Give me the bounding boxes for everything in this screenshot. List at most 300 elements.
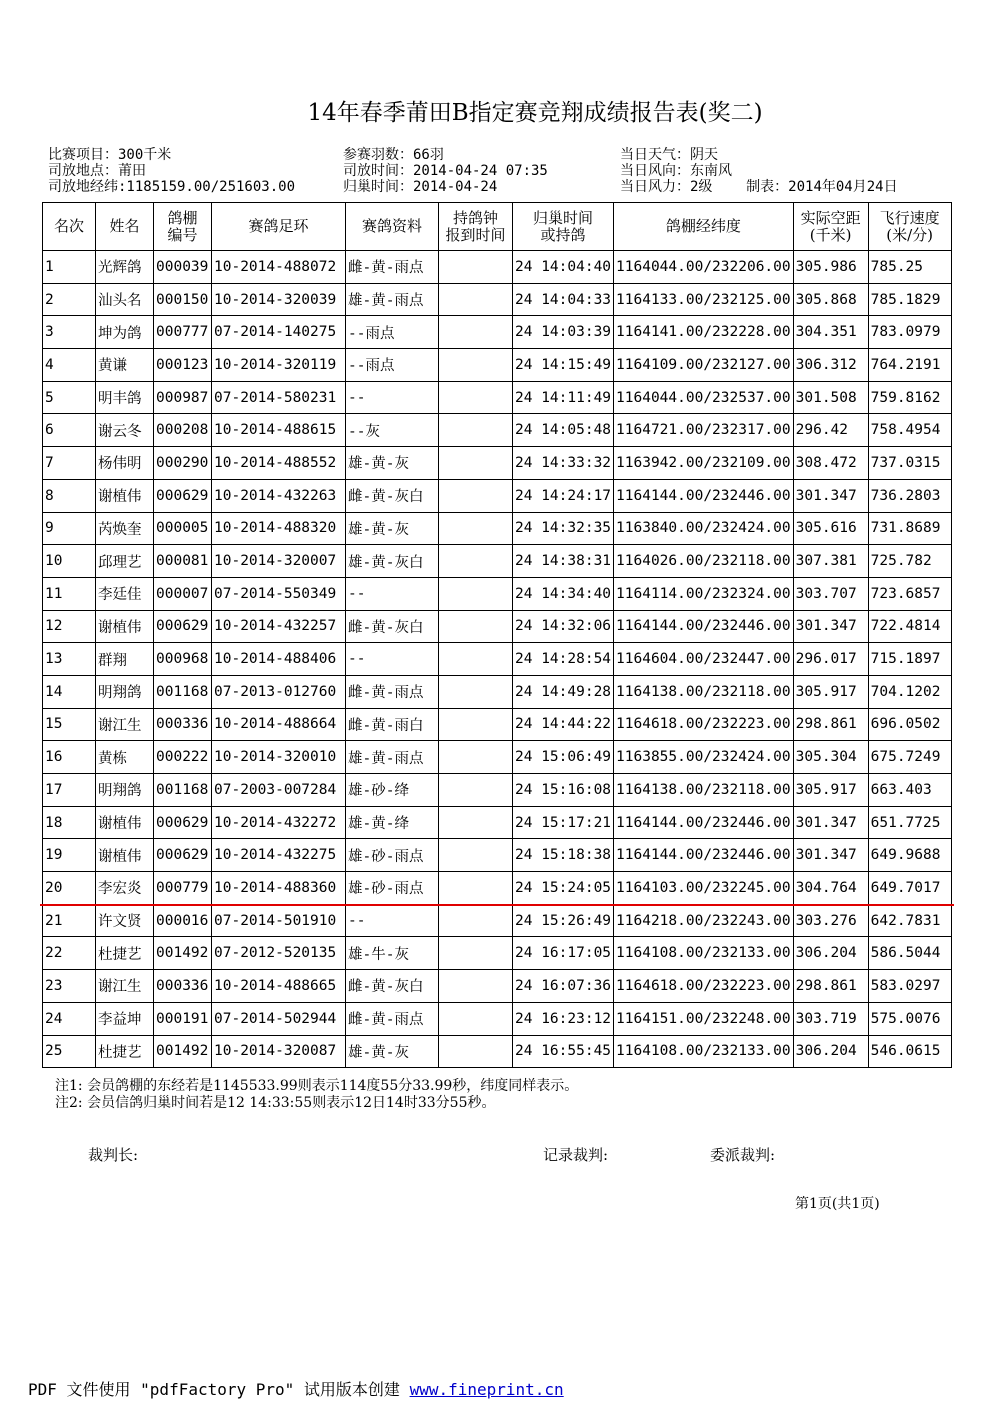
table-cell: 25 <box>43 1035 96 1068</box>
table-cell: 24 14:33:32 <box>513 447 614 480</box>
table-cell: 24 14:44:22 <box>513 708 614 741</box>
table-cell: 24 <box>43 1002 96 1035</box>
table-cell: 15 <box>43 708 96 741</box>
table-cell: 10-2014-320010 <box>212 741 346 774</box>
table-cell: 14 <box>43 675 96 708</box>
table-cell: 07-2014-501910 <box>212 904 346 937</box>
table-cell: 雌-黄-雨点 <box>346 675 439 708</box>
table-cell: 649.7017 <box>868 872 951 905</box>
table-cell: 301.347 <box>793 806 868 839</box>
table-cell: 雄-黄-雨点 <box>346 283 439 316</box>
info-weather: 当日天气：阴天 <box>620 147 718 163</box>
table-cell: 明翔鸽 <box>96 675 154 708</box>
table-cell: 24 16:17:05 <box>513 937 614 970</box>
table-cell: 07-2012-520135 <box>212 937 346 970</box>
table-cell: 21 <box>43 904 96 937</box>
table-cell: 24 15:17:21 <box>513 806 614 839</box>
table-cell: 10-2014-488615 <box>212 414 346 447</box>
table-cell: 000987 <box>154 381 212 414</box>
column-header: 名次 <box>43 203 96 251</box>
table-cell: 谢江生 <box>96 970 154 1003</box>
table-cell: 雄-黄-灰 <box>346 1035 439 1068</box>
table-row <box>43 381 952 414</box>
table-cell: 芮焕奎 <box>96 512 154 545</box>
table-cell: 谢植伟 <box>96 839 154 872</box>
table-cell: 1164108.00/232133.00 <box>614 1035 794 1068</box>
table-cell: 1164144.00/232446.00 <box>614 839 794 872</box>
table-cell: 10-2014-488360 <box>212 872 346 905</box>
table-cell: 7 <box>43 447 96 480</box>
table-cell: 10-2014-488664 <box>212 708 346 741</box>
table-cell: 11 <box>43 577 96 610</box>
table-cell: 000039 <box>154 251 212 284</box>
table-row <box>43 251 952 284</box>
table-cell: 1164144.00/232446.00 <box>614 610 794 643</box>
info-col-1 <box>48 147 295 195</box>
table-cell: 000081 <box>154 545 212 578</box>
table-cell: 李益坤 <box>96 1002 154 1035</box>
table-cell: 许文贤 <box>96 904 154 937</box>
table-cell <box>439 414 513 447</box>
table-cell: 雄-牛-灰 <box>346 937 439 970</box>
table-cell: 24 15:18:38 <box>513 839 614 872</box>
table-cell <box>439 512 513 545</box>
table-cell: 1164103.00/232245.00 <box>614 872 794 905</box>
table-cell: 谢植伟 <box>96 610 154 643</box>
table-cell: 24 16:55:45 <box>513 1035 614 1068</box>
table-cell: 10-2014-432275 <box>212 839 346 872</box>
table-cell: 000968 <box>154 643 212 676</box>
table-cell: 3 <box>43 316 96 349</box>
table-cell: 李宏炎 <box>96 872 154 905</box>
signature-delegate: 委派裁判: <box>710 1146 776 1164</box>
table-cell: 1164109.00/232127.00 <box>614 349 794 382</box>
table-cell: 303.707 <box>793 577 868 610</box>
table-cell: 10 <box>43 545 96 578</box>
table-cell <box>439 1035 513 1068</box>
table-cell: 8 <box>43 479 96 512</box>
table-cell: 19 <box>43 839 96 872</box>
footer-text: PDF 文件使用 "pdfFactory Pro" 试用版本创建 <box>28 1380 410 1399</box>
table-cell: 明翔鸽 <box>96 774 154 807</box>
table-cell: 20 <box>43 872 96 905</box>
table-cell: 715.1897 <box>868 643 951 676</box>
table-cell: 675.7249 <box>868 741 951 774</box>
table-cell: 谢江生 <box>96 708 154 741</box>
table-cell: 304.351 <box>793 316 868 349</box>
table-cell: 07-2014-140275 <box>212 316 346 349</box>
table-cell <box>439 937 513 970</box>
table-cell: 731.8689 <box>868 512 951 545</box>
table-cell: 000208 <box>154 414 212 447</box>
table-cell: 雄-砂-雨点 <box>346 872 439 905</box>
table-cell: -- <box>346 577 439 610</box>
table-cell <box>439 708 513 741</box>
table-cell: 306.204 <box>793 937 868 970</box>
table-cell: 2 <box>43 283 96 316</box>
table-cell: 07-2003-007284 <box>212 774 346 807</box>
signature-recorder: 记录裁判: <box>543 1146 609 1164</box>
table-cell: 1164138.00/232118.00 <box>614 774 794 807</box>
table-cell: 杜捷艺 <box>96 937 154 970</box>
table-cell: 雄-黄-雨点 <box>346 741 439 774</box>
table-cell: 24 15:16:08 <box>513 774 614 807</box>
table-cell: 1164218.00/232243.00 <box>614 904 794 937</box>
table-cell: 1164604.00/232447.00 <box>614 643 794 676</box>
table-cell: 07-2014-550349 <box>212 577 346 610</box>
table-row <box>43 283 952 316</box>
table-cell <box>439 349 513 382</box>
table-row <box>43 774 952 807</box>
table-cell <box>439 479 513 512</box>
table-cell: 001168 <box>154 774 212 807</box>
table-cell <box>439 675 513 708</box>
info-wind-force: 当日风力：2级 <box>620 179 713 195</box>
info-entries: 参赛羽数：66羽 <box>343 147 444 163</box>
table-row <box>43 414 952 447</box>
table-cell: 10-2014-488665 <box>212 970 346 1003</box>
table-cell: 雄-黄-灰 <box>346 512 439 545</box>
table-cell: 光辉鸽 <box>96 251 154 284</box>
table-row <box>43 1035 952 1068</box>
table-cell <box>439 806 513 839</box>
table-cell: 305.616 <box>793 512 868 545</box>
table-cell: 10-2014-488320 <box>212 512 346 545</box>
column-header: 赛鸽资料 <box>346 203 439 251</box>
table-cell: 4 <box>43 349 96 382</box>
table-cell: 000150 <box>154 283 212 316</box>
table-cell: 24 15:24:05 <box>513 872 614 905</box>
table-cell: 24 15:06:49 <box>513 741 614 774</box>
table-cell: 1164026.00/232118.00 <box>614 545 794 578</box>
table-cell: 1163840.00/232424.00 <box>614 512 794 545</box>
table-cell: 305.917 <box>793 675 868 708</box>
table-row <box>43 970 952 1003</box>
table-cell: 306.204 <box>793 1035 868 1068</box>
table-cell: 301.347 <box>793 610 868 643</box>
table-cell: 758.4954 <box>868 414 951 447</box>
table-cell: 1164141.00/232228.00 <box>614 316 794 349</box>
table-cell: 759.8162 <box>868 381 951 414</box>
table-cell: 黄栋 <box>96 741 154 774</box>
table-cell: 10-2014-320039 <box>212 283 346 316</box>
table-row <box>43 1002 952 1035</box>
column-header: 持鸽钟 报到时间 <box>439 203 513 251</box>
table-cell: 000123 <box>154 349 212 382</box>
table-cell: 10-2014-488552 <box>212 447 346 480</box>
table-cell <box>439 872 513 905</box>
table-cell: 24 14:05:48 <box>513 414 614 447</box>
table-cell: 000007 <box>154 577 212 610</box>
table-cell: 邱理艺 <box>96 545 154 578</box>
table-cell: 07-2014-502944 <box>212 1002 346 1035</box>
table-cell: 24 14:24:17 <box>513 479 614 512</box>
table-cell: 10-2014-320119 <box>212 349 346 382</box>
info-wind-direction: 当日风向：东南风 <box>620 163 732 179</box>
table-cell: 12 <box>43 610 96 643</box>
table-cell: 23 <box>43 970 96 1003</box>
results-table <box>42 202 952 1068</box>
table-cell: 24 14:03:39 <box>513 316 614 349</box>
table-cell: 308.472 <box>793 447 868 480</box>
table-cell: 575.0076 <box>868 1002 951 1035</box>
table-cell: 642.7831 <box>868 904 951 937</box>
table-cell: 24 15:26:49 <box>513 904 614 937</box>
table-cell: 24 14:32:35 <box>513 512 614 545</box>
table-cell: 24 14:38:31 <box>513 545 614 578</box>
table-cell: 24 14:11:49 <box>513 381 614 414</box>
table-cell: 10-2014-488406 <box>212 643 346 676</box>
table-cell: --灰 <box>346 414 439 447</box>
table-cell: -- <box>346 381 439 414</box>
column-header: 实际空距 (千米) <box>793 203 868 251</box>
table-cell: 1164618.00/232223.00 <box>614 970 794 1003</box>
table-cell: 9 <box>43 512 96 545</box>
table-cell: 1 <box>43 251 96 284</box>
table-cell: 303.719 <box>793 1002 868 1035</box>
info-event: 比赛项目：300千米 <box>48 147 172 163</box>
table-cell: 明丰鸽 <box>96 381 154 414</box>
table-cell: 16 <box>43 741 96 774</box>
table-cell <box>439 904 513 937</box>
table-cell: 785.25 <box>868 251 951 284</box>
table-cell: 306.312 <box>793 349 868 382</box>
info-col-3 <box>620 147 898 195</box>
column-header: 归巢时间 或持鸽 <box>513 203 614 251</box>
table-cell: 301.347 <box>793 839 868 872</box>
table-cell: 22 <box>43 937 96 970</box>
table-cell: 298.861 <box>793 970 868 1003</box>
column-header: 姓名 <box>96 203 154 251</box>
table-cell: 1164114.00/232324.00 <box>614 577 794 610</box>
signature-chief: 裁判长: <box>88 1146 139 1164</box>
table-cell: 000290 <box>154 447 212 480</box>
table-cell: 雄-黄-灰白 <box>346 545 439 578</box>
table-row <box>43 904 952 937</box>
table-cell: 07-2014-580231 <box>212 381 346 414</box>
table-cell: 杜捷艺 <box>96 1035 154 1068</box>
table-cell: 雌-黄-灰白 <box>346 479 439 512</box>
table-cell: 群翔 <box>96 643 154 676</box>
table-header-row <box>43 203 952 251</box>
footer <box>28 1377 564 1400</box>
table-cell <box>439 610 513 643</box>
table-cell: 1163942.00/232109.00 <box>614 447 794 480</box>
note-1: 注1: 会员鸽棚的东经若是1145533.99则表示114度55分33.99秒，纬度同样表示。 <box>55 1078 579 1094</box>
column-header: 飞行速度 (米/分) <box>868 203 951 251</box>
table-cell <box>439 316 513 349</box>
table-cell <box>439 774 513 807</box>
table-row <box>43 577 952 610</box>
column-header: 赛鸽足环 <box>212 203 346 251</box>
table-cell: 1164144.00/232446.00 <box>614 479 794 512</box>
table-cell <box>439 381 513 414</box>
info-release-site: 司放地点：莆田 <box>48 163 146 179</box>
table-cell: 305.304 <box>793 741 868 774</box>
table-cell <box>439 970 513 1003</box>
table-cell: 298.861 <box>793 708 868 741</box>
info-release-time: 司放时间：2014-04-24 07:35 <box>343 163 548 179</box>
table-cell: 谢植伟 <box>96 479 154 512</box>
table-cell: 10-2014-320087 <box>212 1035 346 1068</box>
table-cell <box>439 1002 513 1035</box>
table-cell: 000629 <box>154 839 212 872</box>
table-cell: 10-2014-488072 <box>212 251 346 284</box>
table-row <box>43 447 952 480</box>
table-cell: 1164044.00/232206.00 <box>614 251 794 284</box>
table-cell: 10-2014-432257 <box>212 610 346 643</box>
table-cell: 24 16:07:36 <box>513 970 614 1003</box>
table-cell: 13 <box>43 643 96 676</box>
table-cell <box>439 643 513 676</box>
table-cell: 1164138.00/232118.00 <box>614 675 794 708</box>
table-cell: 725.782 <box>868 545 951 578</box>
table-cell: 坤为鸽 <box>96 316 154 349</box>
table-cell: 雄-黄-灰 <box>346 447 439 480</box>
table-cell: 1164144.00/232446.00 <box>614 806 794 839</box>
table-cell: 10-2014-432272 <box>212 806 346 839</box>
column-header: 鸽棚经纬度 <box>614 203 794 251</box>
table-cell: 谢植伟 <box>96 806 154 839</box>
table-cell: --雨点 <box>346 349 439 382</box>
info-made-by: 制表：2014年04月24日 <box>746 179 898 195</box>
table-row <box>43 741 952 774</box>
table-cell: 雄-砂-雨点 <box>346 839 439 872</box>
table-cell: 722.4814 <box>868 610 951 643</box>
table-cell: 1164044.00/232537.00 <box>614 381 794 414</box>
prize-cutoff-line <box>40 904 954 906</box>
table-cell: 1164151.00/232248.00 <box>614 1002 794 1035</box>
table-cell: 303.276 <box>793 904 868 937</box>
table-cell: 24 14:34:40 <box>513 577 614 610</box>
table-cell: 305.986 <box>793 251 868 284</box>
table-cell: 301.347 <box>793 479 868 512</box>
table-cell: 000629 <box>154 610 212 643</box>
table-cell: 723.6857 <box>868 577 951 610</box>
info-release-coords: 司放地经纬:1185159.00/251603.00 <box>48 179 296 195</box>
page-title: 14年春季莆田B指定赛竞翔成绩报告表(奖二) <box>307 100 763 126</box>
table-row <box>43 479 952 512</box>
table-cell <box>439 545 513 578</box>
table-row <box>43 610 952 643</box>
table-cell: 296.017 <box>793 643 868 676</box>
table-cell <box>439 741 513 774</box>
table-cell: 305.868 <box>793 283 868 316</box>
table-cell <box>439 447 513 480</box>
table-cell: 737.0315 <box>868 447 951 480</box>
table-cell: 736.2803 <box>868 479 951 512</box>
table-cell: 000016 <box>154 904 212 937</box>
table-cell: 1164133.00/232125.00 <box>614 283 794 316</box>
table-body <box>43 251 952 1068</box>
table-cell: 304.764 <box>793 872 868 905</box>
table-cell <box>439 251 513 284</box>
table-cell: 雌-黄-雨白 <box>346 708 439 741</box>
table-cell: 杨伟明 <box>96 447 154 480</box>
table-cell: 783.0979 <box>868 316 951 349</box>
table-row <box>43 349 952 382</box>
table-cell: 651.7725 <box>868 806 951 839</box>
table-cell: 000191 <box>154 1002 212 1035</box>
table-cell: --雨点 <box>346 316 439 349</box>
table-cell: 785.1829 <box>868 283 951 316</box>
table-cell: 1164108.00/232133.00 <box>614 937 794 970</box>
table-cell: 546.0615 <box>868 1035 951 1068</box>
table-cell: 雄-砂-绛 <box>346 774 439 807</box>
table-cell: 24 14:32:06 <box>513 610 614 643</box>
table-cell: 24 16:23:12 <box>513 1002 614 1035</box>
table-cell: 000629 <box>154 479 212 512</box>
info-return-date: 归巢时间：2014-04-24 <box>343 179 498 195</box>
table-cell <box>439 283 513 316</box>
table-cell: 24 14:15:49 <box>513 349 614 382</box>
table-cell: 000777 <box>154 316 212 349</box>
table-cell: 汕头名 <box>96 283 154 316</box>
table-cell: -- <box>346 904 439 937</box>
table-cell: 305.917 <box>793 774 868 807</box>
table-cell: 000336 <box>154 970 212 1003</box>
table-cell: 001492 <box>154 937 212 970</box>
table-row <box>43 708 952 741</box>
table-row <box>43 316 952 349</box>
table-cell: 663.403 <box>868 774 951 807</box>
footer-link[interactable]: www.fineprint.cn <box>409 1380 564 1399</box>
table-cell: 谢云冬 <box>96 414 154 447</box>
table-cell: 000222 <box>154 741 212 774</box>
table-cell: 764.2191 <box>868 349 951 382</box>
table-cell: 24 14:49:28 <box>513 675 614 708</box>
table-cell: 10-2014-320007 <box>212 545 346 578</box>
table-cell: 5 <box>43 381 96 414</box>
table-cell: 696.0502 <box>868 708 951 741</box>
table-cell: 307.381 <box>793 545 868 578</box>
notes <box>55 1078 578 1112</box>
table-cell: 雌-黄-灰白 <box>346 970 439 1003</box>
table-row <box>43 643 952 676</box>
table-cell: 649.9688 <box>868 839 951 872</box>
table-cell: 296.42 <box>793 414 868 447</box>
table-row <box>43 675 952 708</box>
table-cell: 24 14:04:40 <box>513 251 614 284</box>
table-cell: 586.5044 <box>868 937 951 970</box>
column-header: 鸽棚 编号 <box>154 203 212 251</box>
table-cell: 24 14:28:54 <box>513 643 614 676</box>
table-row <box>43 806 952 839</box>
table-row <box>43 839 952 872</box>
table-row <box>43 512 952 545</box>
table-cell: 000629 <box>154 806 212 839</box>
table-cell: 07-2013-012760 <box>212 675 346 708</box>
table-cell: 301.508 <box>793 381 868 414</box>
table-cell: 18 <box>43 806 96 839</box>
table-row <box>43 937 952 970</box>
table-cell: 李廷佳 <box>96 577 154 610</box>
table-cell: 雌-黄-雨点 <box>346 251 439 284</box>
note-2: 注2: 会员信鸽归巢时间若是12 14:33:55则表示12日14时33分55秒。 <box>55 1095 496 1111</box>
table-cell: -- <box>346 643 439 676</box>
table-cell: 704.1202 <box>868 675 951 708</box>
table-cell: 6 <box>43 414 96 447</box>
table-cell: 黄谦 <box>96 349 154 382</box>
table-cell: 雌-黄-雨点 <box>346 1002 439 1035</box>
table-cell <box>439 839 513 872</box>
table-row <box>43 545 952 578</box>
table-row <box>43 872 952 905</box>
table-cell: 001168 <box>154 675 212 708</box>
table-cell: 雌-黄-灰白 <box>346 610 439 643</box>
table-cell: 000005 <box>154 512 212 545</box>
table-cell: 000336 <box>154 708 212 741</box>
